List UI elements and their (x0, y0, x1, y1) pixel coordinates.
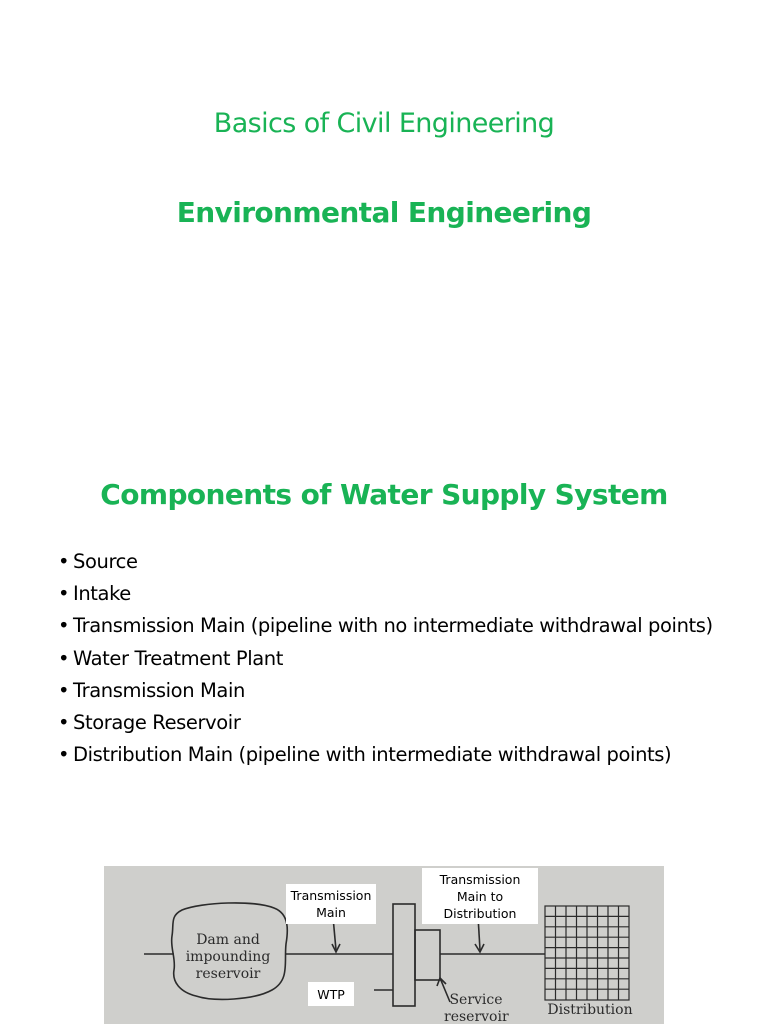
components-list (58, 549, 713, 774)
transmission-to-distribution-label: Transmission Main to Distribution (422, 868, 538, 924)
slide-heading: Environmental Engineering (176, 196, 592, 229)
bullet-icon: • (58, 582, 70, 606)
list-item: • Intake (58, 582, 131, 606)
distribution-grid (545, 906, 629, 1000)
list-item: • Transmission Main (pipeline with no intermediate withdrawal points) (58, 614, 713, 638)
service-reservoir-box (415, 930, 440, 980)
slide-title (0, 0, 768, 400)
bullet-icon: • (58, 678, 70, 702)
bullet-icon: • (58, 550, 70, 573)
course-subtitle: Basics of Civil Engineering (213, 108, 555, 139)
components-heading: Components of Water Supply System (100, 478, 668, 511)
bullet-icon: • (58, 614, 70, 638)
list-item: • Transmission Main (58, 678, 245, 702)
list-item: • Source (58, 550, 138, 573)
wtp-box (393, 904, 415, 1006)
service-reservoir-label: Service reservoir (444, 992, 509, 1024)
slide-water-supply (0, 440, 768, 1024)
bullet-icon: • (58, 743, 70, 767)
transmission-main-label: Transmission Main (286, 884, 376, 924)
distribution-label: Distribution (547, 1002, 633, 1018)
wtp-label: WTP (308, 982, 354, 1006)
bullet-icon: • (58, 646, 70, 670)
list-item: • Water Treatment Plant (58, 646, 283, 670)
list-item: • Storage Reservoir (58, 710, 241, 734)
list-item: • Distribution Main (pipeline with intermediate withdrawal points) (58, 743, 672, 767)
bullet-icon: • (58, 710, 70, 734)
dam-reservoir-label: Dam and impounding reservoir (185, 932, 271, 982)
water-supply-diagram (104, 866, 664, 1024)
